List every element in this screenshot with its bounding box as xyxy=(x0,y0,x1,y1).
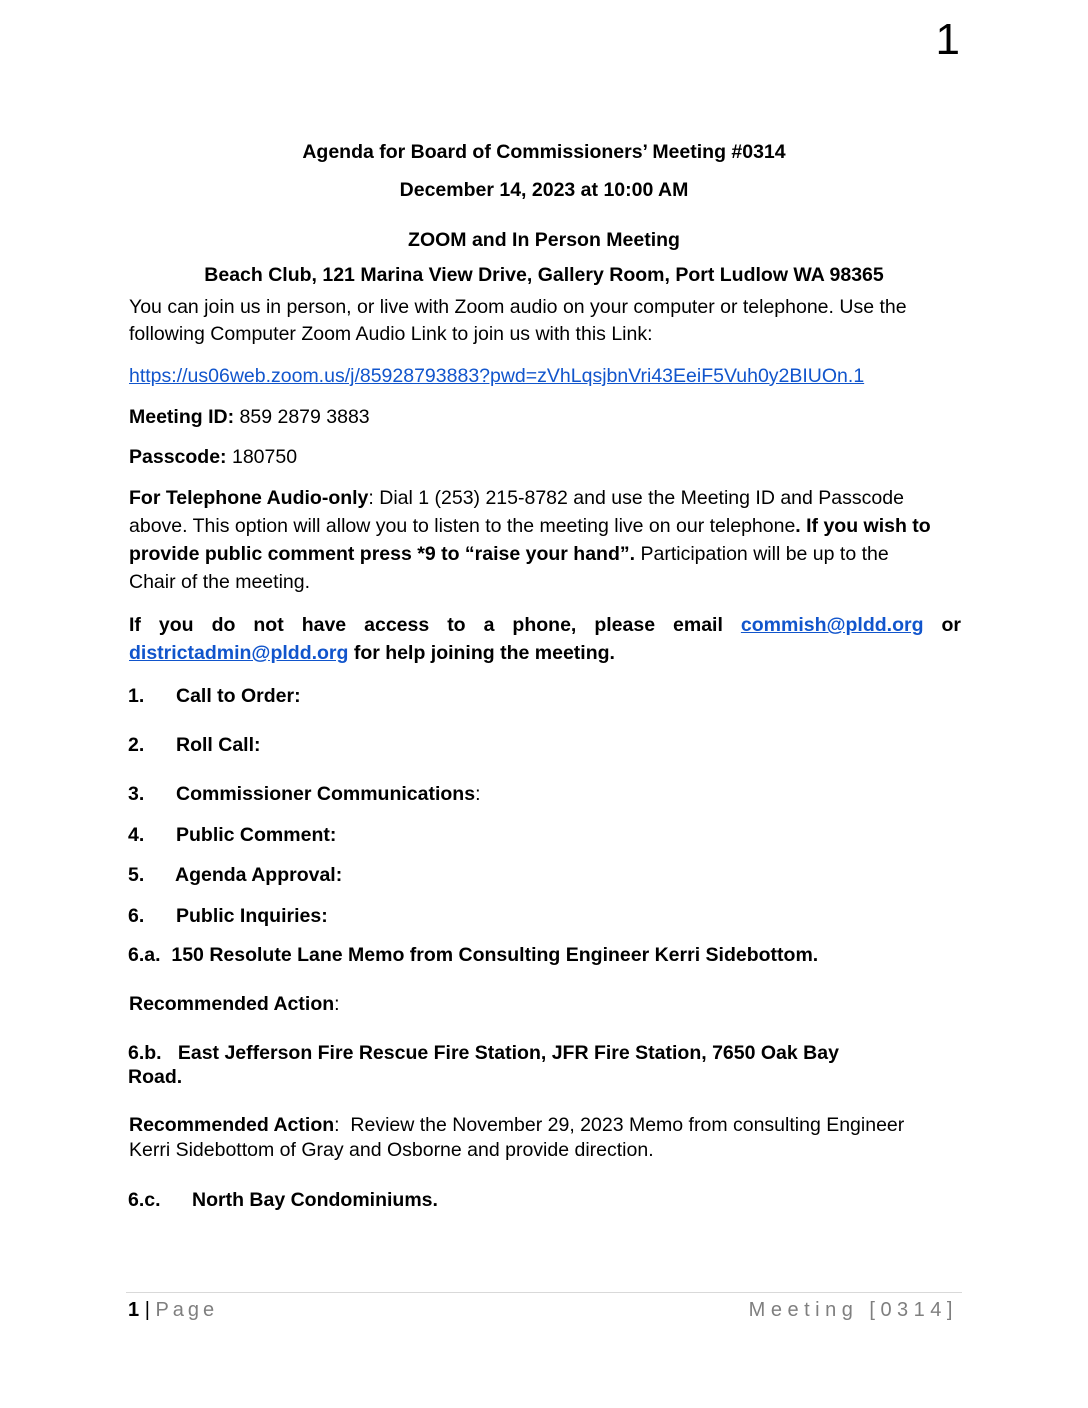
recommended-action-label: Recommended Action xyxy=(129,993,335,1015)
telephone-text: : Dial 1 (253) 215-8782 and use the Meeting ID and Passcode above. This option will allow you to listen to the meeting live on our telephone xyxy=(129,487,904,537)
sub-item-6a-heading: 6.a. 150 Resolute Lane Memo from Consulting Engineer Kerri Sidebottom. xyxy=(128,944,819,966)
agenda-item-number: 4. xyxy=(128,824,145,846)
agenda-item-label: Roll Call: xyxy=(176,734,261,756)
zoom-link-row xyxy=(129,364,864,388)
passcode-value: 180750 xyxy=(231,446,298,468)
commish-email-link[interactable]: commish@pldd.org xyxy=(740,614,924,636)
sub-item-6c-number: 6.c. xyxy=(128,1189,161,1211)
agenda-item-number: 5. xyxy=(128,864,145,886)
meeting-date: December 14, 2023 at 10:00 AM xyxy=(399,179,689,201)
recommended-action-text: : xyxy=(334,993,340,1015)
agenda-item-number: 1. xyxy=(128,685,145,707)
footer-page-word: Page xyxy=(155,1299,219,1321)
email-notice-word: a xyxy=(483,614,495,636)
recommended-action-label: Recommended Action xyxy=(129,1114,335,1136)
meeting-location: Beach Club, 121 Marina View Drive, Gallery Room, Port Ludlow WA 98365 xyxy=(204,264,884,286)
agenda-item xyxy=(128,684,301,708)
agenda-item-label: Commissioner Communications xyxy=(176,783,476,805)
telephone-paragraph xyxy=(129,484,939,596)
sub-item-6b-action xyxy=(129,1113,919,1163)
footer-page-number: 1 xyxy=(128,1299,140,1321)
email-notice-word: please xyxy=(594,614,656,636)
email-notice-or: or xyxy=(941,614,961,636)
sub-item-6b-heading-cont: Road. xyxy=(128,1066,183,1088)
email-notice-word: to xyxy=(447,614,466,636)
meeting-id-label: Meeting ID: xyxy=(129,406,235,428)
agenda-item xyxy=(128,904,328,928)
email-notice-word: not xyxy=(253,614,284,636)
telephone-label: For Telephone Audio-only xyxy=(129,487,369,509)
passcode-label: Passcode: xyxy=(129,446,227,468)
sub-item-6c-label: North Bay Condominiums. xyxy=(192,1189,438,1211)
agenda-item xyxy=(128,733,261,757)
email-notice-word: access xyxy=(364,614,430,636)
agenda-item-number: 2. xyxy=(128,734,145,756)
agenda-item-label: Public Comment: xyxy=(176,824,337,846)
agenda-item-label: Call to Order: xyxy=(176,685,301,707)
districtadmin-email-link[interactable]: districtadmin@pldd.org xyxy=(129,642,349,664)
agenda-title: Agenda for Board of Commissioners’ Meeting #0314 xyxy=(302,141,786,163)
email-notice-after: for help joining the meeting. xyxy=(353,642,615,664)
meeting-id-row xyxy=(129,405,370,429)
sub-item-6b-heading: 6.b. East Jefferson Fire Rescue Fire Station, JFR Fire Station, 7650 Oak Bay xyxy=(128,1042,839,1064)
telephone-public-comment: . If you wish to provide public comment press *9 to “raise your hand”. xyxy=(129,515,931,565)
recommended-action-text: : Review the November 29, 2023 Memo from consulting Engineer Kerri Sidebottom of Gray and Osborne and provide direction. xyxy=(129,1114,910,1161)
agenda-item xyxy=(128,823,336,847)
meeting-id-value: 859 2879 3883 xyxy=(239,406,370,428)
passcode-row xyxy=(129,445,297,469)
agenda-item xyxy=(128,863,342,887)
sub-item-6a-action xyxy=(129,992,340,1016)
email-notice-word: phone, xyxy=(512,614,577,636)
email-notice xyxy=(129,611,961,667)
agenda-item-suffix: : xyxy=(475,783,481,805)
agenda-item-number: 3. xyxy=(128,783,145,805)
meeting-format: ZOOM and In Person Meeting xyxy=(408,229,680,251)
sub-item-6c-heading xyxy=(128,1188,438,1212)
footer-page-label xyxy=(128,1297,218,1323)
agenda-item-label: Public Inquiries: xyxy=(176,905,328,927)
zoom-link[interactable]: https://us06web.zoom.us/j/85928793883?pwd=zVhLqsjbnVri43EeiF5Vuh0y2BIUOn.1 xyxy=(129,365,865,387)
footer-divider xyxy=(126,1292,962,1293)
page-number-top: 1 xyxy=(935,15,960,64)
email-notice-word: do xyxy=(211,614,236,636)
intro-paragraph: You can join us in person, or live with Zoom audio on your computer or telephone. Use the following Computer Zoom Audio Link to join us with this Link: xyxy=(129,296,907,345)
email-notice-word: you xyxy=(158,614,194,636)
email-notice-line2 xyxy=(129,639,961,667)
email-notice-line1 xyxy=(129,611,961,639)
email-notice-word: email xyxy=(673,614,723,636)
telephone-after: Participation will be up to the Chair of the meeting. xyxy=(129,543,889,593)
agenda-item-number: 6. xyxy=(128,905,145,927)
email-notice-word: have xyxy=(301,614,347,636)
agenda-item xyxy=(128,782,480,806)
agenda-item-label: Agenda Approval: xyxy=(175,864,343,886)
email-notice-word: If xyxy=(129,614,141,636)
footer-separator: | xyxy=(144,1299,150,1321)
footer-meeting-label: Meeting [0314] xyxy=(748,1299,958,1321)
